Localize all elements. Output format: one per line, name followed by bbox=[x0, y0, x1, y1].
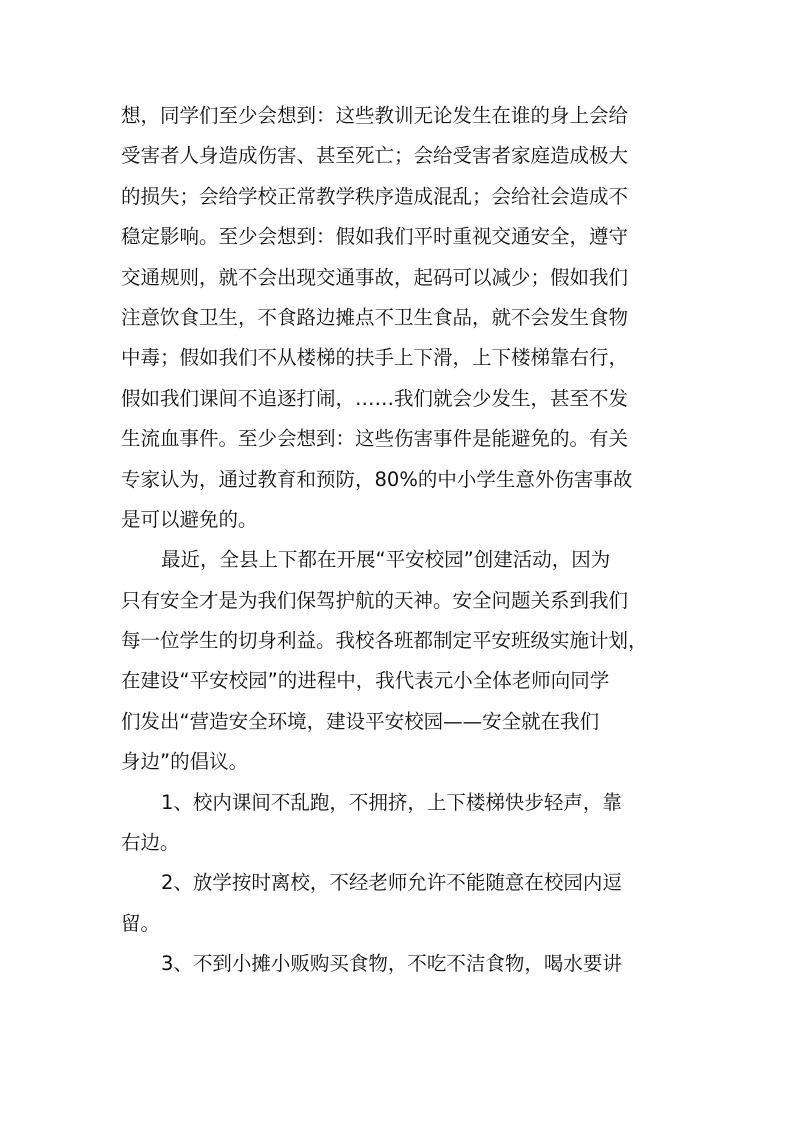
document-line: 留。 bbox=[121, 911, 161, 935]
document-line: 在建设“平安校园”的进程中，我代表元小全体老师向同学 bbox=[121, 669, 610, 693]
document-line: 们发出“营造安全环境，建设平安校园——安全就在我们 bbox=[121, 709, 600, 733]
document-line: 2、放学按时离校，不经老师允许不能随意在校园内逗 bbox=[161, 871, 622, 895]
document-line: 3、不到小摊小贩购买食物，不吃不洁食物，喝水要讲 bbox=[161, 952, 622, 976]
document-line: 身边”的倡议。 bbox=[121, 750, 249, 774]
document-line: 的损失；会给学校正常教学秩序造成混乱；会给社会造成不 bbox=[121, 184, 629, 208]
document-line: 想，同学们至少会想到：这些教训无论发生在谁的身上会给 bbox=[121, 104, 629, 127]
document-body bbox=[121, 96, 681, 985]
document-line: 右边。 bbox=[121, 831, 180, 855]
document-line: 受害者人身造成伤害、甚至死亡；会给受害者家庭造成极大 bbox=[121, 144, 629, 168]
document-line: 中毒；假如我们不从楼梯的扶手上下滑，上下楼梯靠右行， bbox=[121, 346, 629, 370]
document-line: 生流血事件。至少会想到：这些伤害事件是能避免的。有关 bbox=[121, 427, 629, 451]
document-line: 交通规则，就不会出现交通事故，起码可以减少；假如我们 bbox=[121, 265, 629, 289]
document-line: 最近，全县上下都在开展“平安校园”创建活动，因为 bbox=[161, 548, 611, 572]
document-line: 1、校内课间不乱跑，不拥挤，上下楼梯快步轻声，靠 bbox=[161, 790, 622, 814]
document-line: 专家认为，通过教育和预防，80%的中小学生意外伤害事故 bbox=[121, 467, 633, 491]
document-line: 是可以避免的。 bbox=[121, 507, 258, 531]
document-line: 只有安全才是为我们保驾护航的天神。安全问题关系到我们 bbox=[121, 588, 629, 612]
document-line: 注意饮食卫生，不食路边摊点不卫生食品，就不会发生食物 bbox=[121, 305, 629, 329]
document-line: 假如我们课间不追逐打闹，……我们就会少发生，甚至不发 bbox=[121, 386, 629, 410]
document-line: 每一位学生的切身利益。我校各班都制定平安班级实施计划， bbox=[121, 629, 648, 653]
document-line: 稳定影响。至少会想到：假如我们平时重视交通安全，遵守 bbox=[121, 225, 629, 249]
